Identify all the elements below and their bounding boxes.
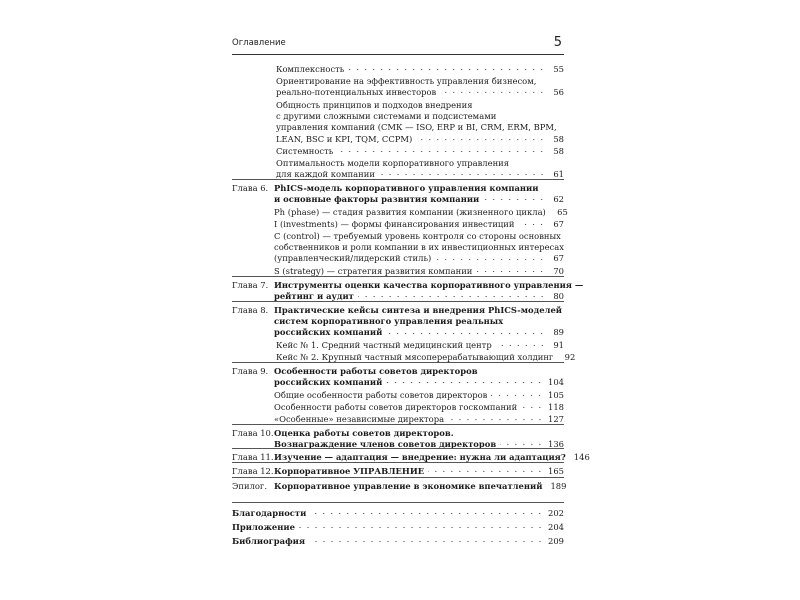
section-separator (232, 424, 564, 425)
toc-chapter-entry[interactable] (232, 305, 564, 339)
entry-title-line: и основные факторы развития компании (274, 194, 480, 205)
toc-entry[interactable] (232, 231, 564, 265)
toc-entry[interactable] (232, 390, 564, 401)
entry-title-line: Вознаграждение членов советов директоров (274, 439, 497, 450)
entry-page-number: 67 (553, 219, 564, 229)
toc-entry[interactable] (232, 522, 564, 533)
toc-chapter-entry[interactable] (232, 280, 584, 302)
toc-entry[interactable] (232, 207, 568, 218)
toc-chapter-entry[interactable] (232, 481, 567, 492)
entry-page-number: 202 (548, 508, 564, 518)
entry-title-line: Ph (phase) — стадия развития компании (жизненного цикла) (274, 207, 546, 217)
entry-title-line: Кейс № 2. Крупный частный мясоперерабатывающий холдинг (276, 352, 554, 362)
dot-leader (379, 171, 546, 178)
toc-page (232, 30, 590, 570)
entry-title-line: Изучение — адаптация — внедрение: нужна ли адаптация? (274, 452, 566, 462)
section-separator (232, 276, 564, 277)
entry-title-line: Кейс № 1. Средний частный медицинский центр (276, 340, 492, 350)
entry-page-number: 65 (557, 207, 568, 217)
entry-title-line: российских компаний (274, 327, 383, 338)
entry-title-line: PhICS-модель корпоративного управления компании (274, 183, 539, 193)
toc-entry[interactable] (232, 158, 564, 180)
dot-leader (440, 89, 546, 96)
entry-page-number: 56 (553, 87, 564, 98)
entry-title-line: Общность принципов и подходов внедрения (276, 100, 473, 110)
entry-page-number: 118 (548, 402, 564, 412)
chapter-label: Глава 10. (232, 428, 274, 438)
chapter-label: Глава 11. (232, 452, 274, 462)
toc-entry[interactable] (232, 100, 564, 145)
entry-page-number: 204 (548, 522, 564, 532)
entry-title-line: управления компаний (СМК — ISO, ERP и BI, CRM, ERM, BPM, (276, 122, 557, 133)
chapter-label: Эпилог. (232, 481, 267, 491)
dot-leader (386, 330, 546, 337)
dot-leader (448, 416, 544, 423)
dot-leader (358, 293, 546, 300)
dot-leader (386, 379, 544, 386)
toc-entry[interactable] (232, 508, 564, 519)
dot-leader (518, 221, 546, 228)
entry-title-line: Корпоративное управление в экономике впечатлений (274, 481, 543, 491)
toc-chapter-entry[interactable] (232, 183, 564, 205)
dot-leader (521, 404, 544, 411)
entry-title-line: C (control) — требуемый уровень контроля со стороны основных (274, 231, 561, 241)
toc-entry[interactable] (232, 76, 564, 98)
entry-page-number: 105 (548, 390, 564, 400)
entry-page-number: 58 (553, 146, 564, 156)
chapter-label: Глава 8. (232, 305, 269, 315)
entry-title-line: «Особенные» независимые директора (274, 414, 445, 424)
entry-page-number: 189 (550, 481, 567, 491)
entry-title-line: собственников и роли компании в их инвестиционных интересах (274, 242, 564, 253)
dot-leader (435, 256, 546, 263)
entry-title-line: рейтинг и аудит (274, 291, 354, 302)
dot-leader (476, 268, 546, 275)
entry-page-number: 146 (573, 452, 590, 462)
entry-title-line: Инструменты оценки качества корпоративного управления — (274, 280, 584, 290)
entry-title-line: Ориентирование на эффективность управления бизнесом, (276, 76, 537, 86)
entry-title-line: S (strategy) — стратегия развития компании (274, 266, 473, 276)
entry-title-line: Благодарности (232, 508, 307, 518)
entry-page-number: 136 (548, 439, 564, 450)
toc-entry[interactable] (232, 219, 564, 230)
entry-page-number: 70 (553, 266, 564, 276)
entry-title-line: Практические кейсы синтеза и внедрения PhICS-моделей (274, 305, 562, 315)
entry-title-line: Корпоративное УПРАВЛЕНИЕ (274, 466, 425, 476)
running-head-title: Оглавление (232, 38, 286, 48)
entry-page-number: 165 (548, 466, 564, 476)
entry-title-line: Оценка работы советов директоров. (274, 428, 454, 438)
running-head (232, 35, 564, 55)
entry-title-line: Общие особенности работы советов директоров (274, 390, 488, 400)
entry-title-line: (управленческий/лидерский стиль) (274, 253, 432, 264)
entry-page-number: 89 (553, 327, 564, 338)
dot-leader (309, 538, 544, 545)
entry-page-number: 92 (564, 352, 576, 362)
toc-entry[interactable] (232, 64, 564, 75)
toc-entry[interactable] (232, 536, 564, 547)
toc-entry[interactable] (232, 402, 564, 413)
toc-entry[interactable] (232, 340, 564, 351)
chapter-label: Глава 9. (232, 366, 269, 376)
page-number: 5 (553, 35, 562, 50)
dot-leader (483, 196, 546, 203)
dot-leader (310, 510, 544, 517)
section-separator (232, 462, 564, 463)
dot-leader (299, 524, 544, 531)
section-separator (232, 448, 564, 449)
section-separator (232, 301, 564, 302)
entry-title-line: Оптимальность модели корпоративного управления (276, 158, 510, 168)
entry-page-number: 104 (548, 377, 564, 388)
entry-page-number: 91 (553, 340, 564, 350)
entry-title-line: Приложение (232, 522, 295, 532)
entry-title-line: Особенности работы советов директоров (274, 366, 478, 376)
dot-leader (491, 392, 544, 399)
entry-page-number: 55 (553, 64, 564, 74)
entry-title-line: систем корпоративного управления реальных (274, 316, 504, 327)
entry-page-number: 67 (553, 253, 564, 264)
chapter-label: Глава 7. (232, 280, 269, 290)
entry-page-number: 80 (553, 291, 564, 302)
entry-title-line: Комплексность (276, 64, 345, 74)
dot-leader (348, 66, 546, 73)
dot-leader (416, 136, 546, 143)
chapter-label: Глава 6. (232, 183, 269, 193)
section-separator (232, 179, 564, 180)
dot-leader (496, 342, 546, 349)
chapter-label: Глава 12. (232, 466, 274, 476)
section-separator (232, 477, 564, 478)
toc-chapter-entry[interactable] (232, 366, 564, 388)
section-separator (232, 502, 564, 503)
entry-page-number: 62 (553, 194, 564, 205)
entry-title-line: реально-потенциальных инвесторов (276, 87, 437, 98)
entry-title-line: российских компаний (274, 377, 383, 388)
dot-leader (428, 468, 544, 475)
entry-page-number: 58 (553, 133, 564, 144)
entry-title-line: I (investments) — формы финансирования инвестиций (274, 219, 515, 229)
section-separator (232, 362, 564, 363)
entry-title-line: с другими сложными системами и подсистемами (276, 111, 497, 122)
toc-entry[interactable] (232, 146, 564, 157)
entry-title-line: Системность (276, 146, 334, 156)
entry-page-number: 127 (548, 414, 564, 424)
entry-page-number: 209 (548, 536, 564, 546)
entry-title-line: Библиография (232, 536, 306, 546)
entry-title-line: LEAN, BSC и KPI, TQM, CCPM) (276, 133, 413, 144)
toc-chapter-entry[interactable] (232, 466, 564, 477)
entry-page-number: 61 (553, 169, 564, 180)
dot-leader (337, 148, 546, 155)
entry-title-line: для каждой компании (276, 169, 375, 180)
entry-title-line: Особенности работы советов директоров госкомпаний (274, 402, 518, 412)
